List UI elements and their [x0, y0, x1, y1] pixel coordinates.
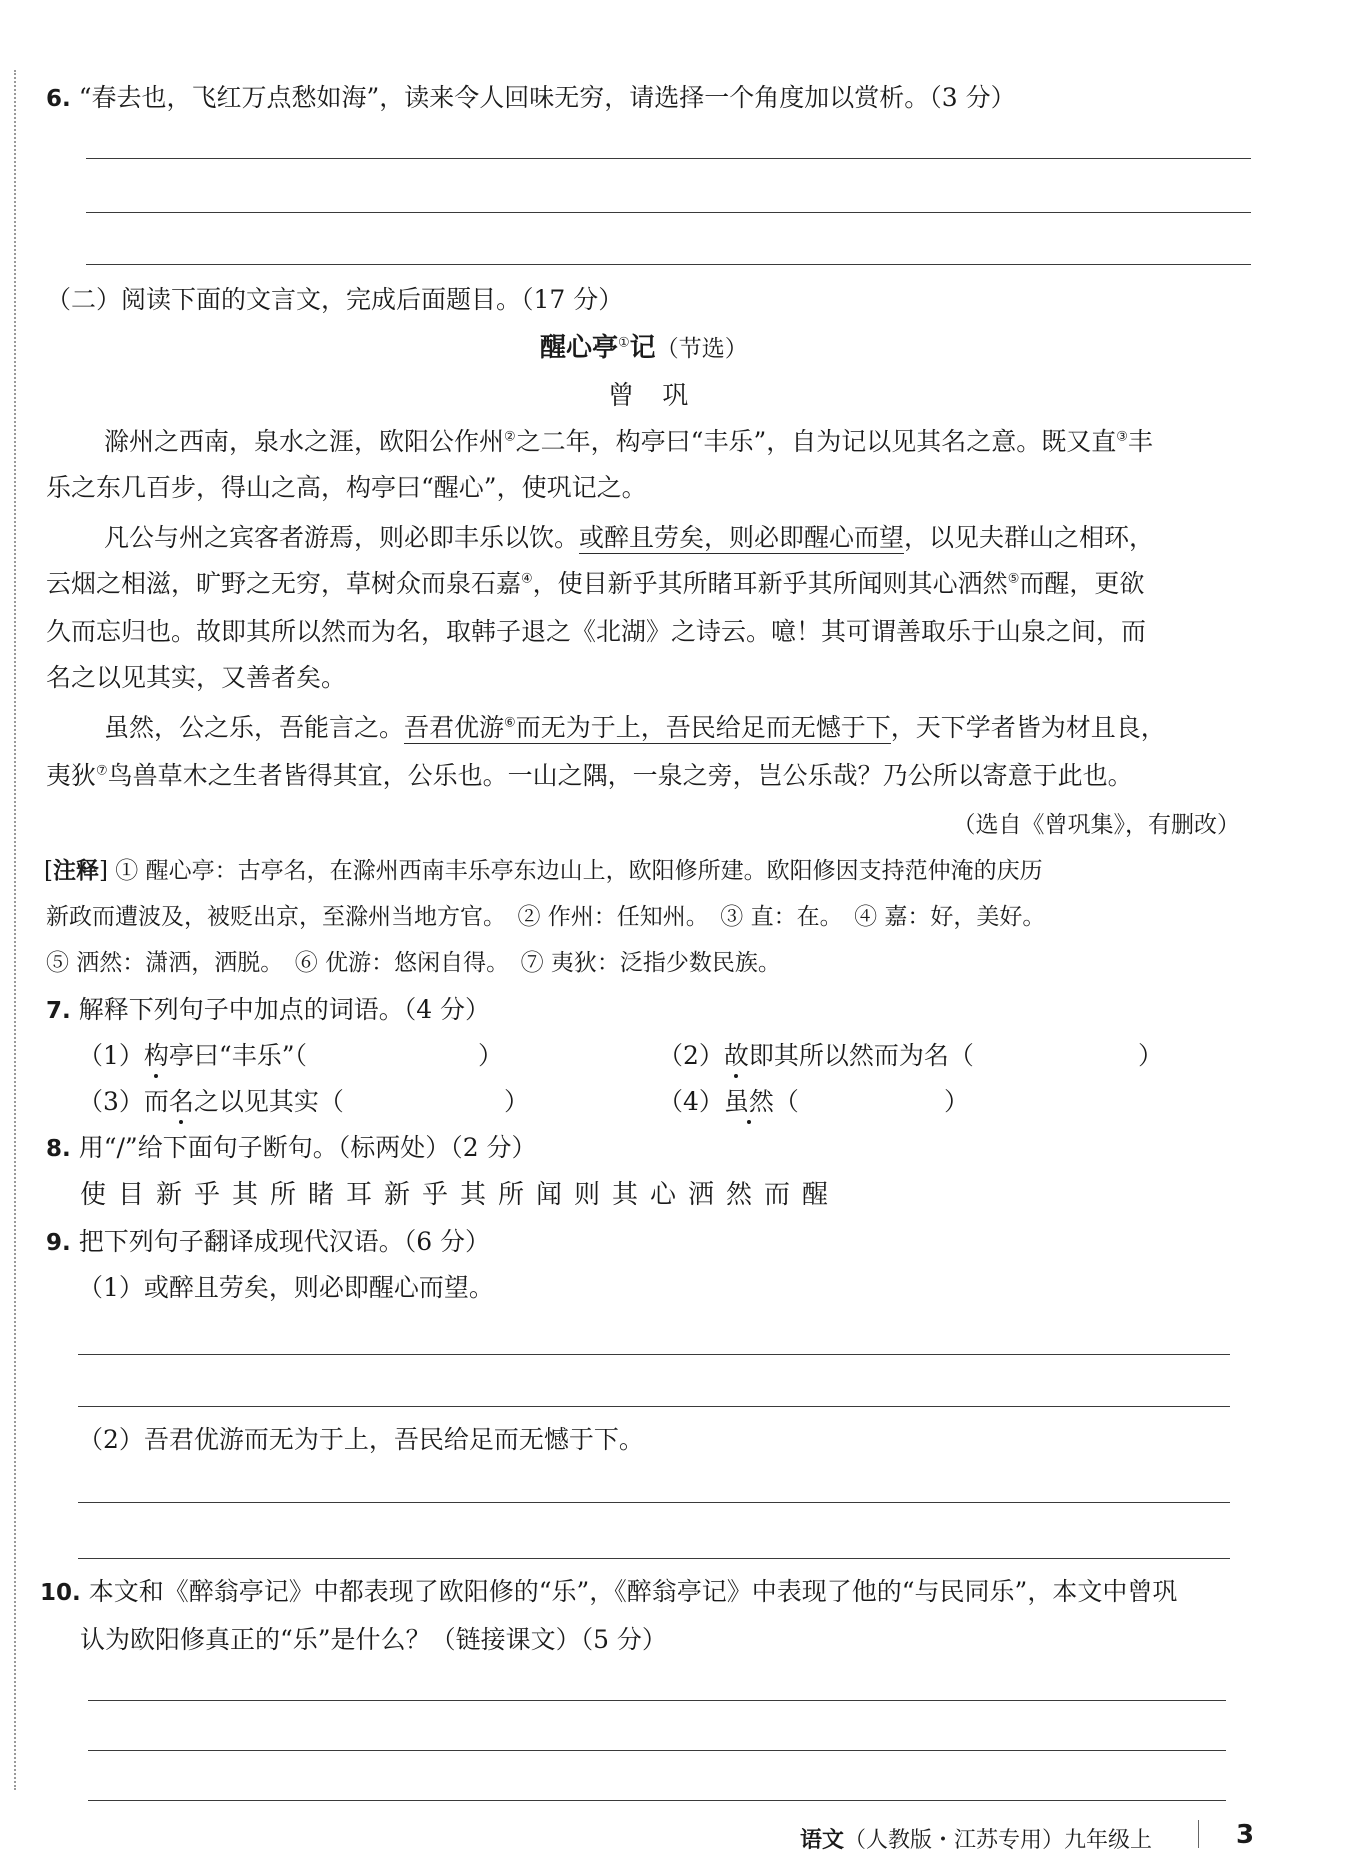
q7-item-2-close: ） — [1138, 1041, 1164, 1070]
notes-line1 — [44, 852, 1043, 885]
q8-sentence: 使目新乎其所睹耳新乎其所闻则其心洒然而醒 — [80, 1180, 841, 1210]
passage-text: ，使目新乎其所睹耳新乎其所闻则其心洒然 — [532, 569, 1008, 598]
passage-author: 曾 巩 — [608, 381, 699, 411]
q7-item-3 — [78, 1082, 344, 1118]
question-10-line2: 认为欧阳修真正的“乐”是什么？（链接课文）（5 分） — [80, 1625, 667, 1654]
footer-subject: 语文 — [800, 1828, 845, 1853]
footer — [800, 1823, 1152, 1854]
notes-label: [注释] — [44, 858, 108, 884]
passage-text: 鸟兽草木之生者皆得其宜，公乐也。一山之隅，一泉之旁，岂公乐哉？乃公所以寄意于此也。 — [107, 761, 1133, 790]
question-7-number: 7. — [46, 998, 71, 1024]
passage-text: 云烟之相滋，旷野之无穷，草树众而泉石嘉 — [46, 569, 522, 598]
q7-item-3-close: ） — [504, 1087, 530, 1116]
dotted-word: 构 — [143, 1041, 169, 1070]
passage-title-note: （节选） — [655, 336, 748, 362]
item-number: （1） — [78, 1041, 144, 1070]
question-9-text: 把下列句子翻译成现代汉语。（6 分） — [78, 1227, 491, 1256]
dotted-word: 故 — [723, 1041, 749, 1070]
footnote-marker: ⑦ — [96, 763, 108, 779]
passage-p2-line4: 名之以见其实，又善者矣。 — [46, 663, 347, 692]
passage-title-main: 醒心亭 — [540, 333, 619, 363]
q9-sentence-2: （2）吾君优游而无为于上，吾民给足而无憾于下。 — [78, 1425, 644, 1454]
question-6-text: “春去也，飞红万点愁如海”，读来令人回味无穷，请选择一个角度加以赏析。（3 分） — [78, 83, 1016, 112]
passage-title — [540, 327, 748, 364]
passage-text: 之二年，构亭曰“丰乐”，自为记以见其名之意。既又直 — [515, 427, 1117, 456]
footnote-marker: ② — [504, 429, 516, 445]
dotted-word: 虽然 — [723, 1087, 774, 1116]
footer-edition: （人教版・江苏专用）九年级上 — [844, 1828, 1153, 1853]
answer-line[interactable] — [78, 1354, 1230, 1355]
passage-text: 丰 — [1127, 427, 1153, 456]
passage-text: 吾君优游 — [404, 713, 505, 742]
passage-text: ，以见夫群山之相环， — [904, 523, 1155, 552]
question-6 — [46, 78, 1016, 114]
passage-title-tail: 记 — [629, 333, 656, 363]
notes-label-text: 注释 — [52, 858, 99, 884]
answer-line[interactable] — [88, 1700, 1226, 1701]
question-10-line1 — [40, 1572, 1177, 1608]
footnote-marker: ① — [618, 335, 630, 351]
answer-line[interactable] — [78, 1502, 1230, 1503]
passage-p3-line1 — [104, 708, 1166, 744]
passage-p1-line2: 乐之东几百步，得山之高，构亭曰“醒心”，使巩记之。 — [46, 473, 647, 502]
q7-item-1-close: ） — [478, 1041, 504, 1070]
question-9 — [46, 1222, 490, 1258]
question-10-text: 本文和《醉翁亭记》中都表现了欧阳修的“乐”，《醉翁亭记》中表现了他的“与民同乐”，本文中曾巩 — [88, 1577, 1178, 1606]
answer-line[interactable] — [86, 158, 1251, 159]
item-text: 亭曰“丰乐”（ — [168, 1041, 307, 1070]
answer-line[interactable] — [86, 264, 1251, 265]
passage-text: 而醒，更欲 — [1019, 569, 1145, 598]
footnote-marker: ⑥ — [504, 715, 516, 731]
q7-item-2 — [658, 1036, 974, 1072]
passage-text: 滁州之西南，泉水之涯，欧阳公作州 — [104, 427, 505, 456]
q7-item-4 — [658, 1082, 799, 1118]
section-2-heading: （二）阅读下面的文言文，完成后面题目。（17 分） — [46, 285, 624, 314]
notes-line2: 新政而遭波及，被贬出京，至滁州当地方官。 ② 作州：任知州。 ③ 直：在。 ④ 嘉：好，美好。 — [46, 904, 1046, 930]
question-7-text: 解释下列句子中加点的词语。（4 分） — [78, 995, 491, 1024]
passage-text: 凡公与州之宾客者游焉，则必即丰乐以饮。 — [104, 523, 580, 552]
answer-line[interactable] — [86, 212, 1251, 213]
question-8-number: 8. — [46, 1136, 71, 1162]
q7-item-1 — [78, 1036, 307, 1072]
passage-p2-line1 — [104, 518, 1154, 554]
question-10-number: 10. — [40, 1580, 81, 1606]
passage-text: ，天下学者皆为材且良， — [890, 713, 1166, 742]
footnote-marker: ③ — [1116, 429, 1128, 445]
dotted-word: 名 — [168, 1087, 194, 1116]
binding-margin-dotted-line — [14, 70, 16, 1790]
passage-p2-line2 — [46, 564, 1144, 600]
item-number: （2） — [658, 1041, 724, 1070]
q7-item-4-close: ） — [944, 1087, 970, 1116]
passage-p2-line3: 久而忘归也。故即其所以然而为名，取韩子退之《北湖》之诗云。噫！其可谓善取乐于山泉之间，而 — [46, 617, 1147, 646]
passage-p1-line1 — [104, 422, 1153, 458]
passage-text: 而无为于上，吾民给足而无憾于下 — [515, 713, 891, 742]
footnote-marker: ④ — [521, 571, 533, 587]
notes-line3: ⑤ 洒然：潇洒，洒脱。 ⑥ 优游：悠闲自得。 ⑦ 夷狄：泛指少数民族。 — [46, 950, 781, 976]
footer-divider — [1198, 1820, 1199, 1848]
q9-sentence-1: （1）或醉且劳矣，则必即醒心而望。 — [78, 1273, 494, 1302]
question-6-number: 6. — [46, 86, 71, 112]
footnote-marker: ⑤ — [1007, 571, 1020, 587]
passage-p3-line2 — [46, 756, 1133, 792]
page-number: 3 — [1236, 1820, 1255, 1850]
answer-line[interactable] — [78, 1406, 1230, 1407]
item-number: （3）而 — [78, 1087, 169, 1116]
item-text: 即其所以然而为名（ — [748, 1041, 974, 1070]
answer-line[interactable] — [88, 1800, 1226, 1801]
question-7 — [46, 990, 490, 1026]
underlined-sentence: 或醉且劳矣，则必即醒心而望 — [579, 523, 905, 552]
passage-text: 夷狄 — [46, 761, 97, 790]
underlined-sentence — [404, 713, 891, 744]
passage-source: （选自《曾巩集》，有删改） — [952, 812, 1240, 838]
passage-text: 虽然，公之乐，吾能言之。 — [104, 713, 405, 742]
item-text: （ — [773, 1087, 799, 1116]
item-number: （4） — [658, 1087, 724, 1116]
answer-line[interactable] — [78, 1558, 1230, 1559]
item-text: 之以见其实（ — [193, 1087, 344, 1116]
notes-text: ① 醒心亭：古亭名，在滁州西南丰乐亭东边山上，欧阳修所建。欧阳修因支持范仲淹的庆历 — [115, 858, 1043, 884]
question-8 — [46, 1128, 537, 1164]
question-9-number: 9. — [46, 1230, 71, 1256]
answer-line[interactable] — [88, 1750, 1226, 1751]
question-8-text: 用“/”给下面句子断句。（标两处）（2 分） — [78, 1133, 537, 1162]
